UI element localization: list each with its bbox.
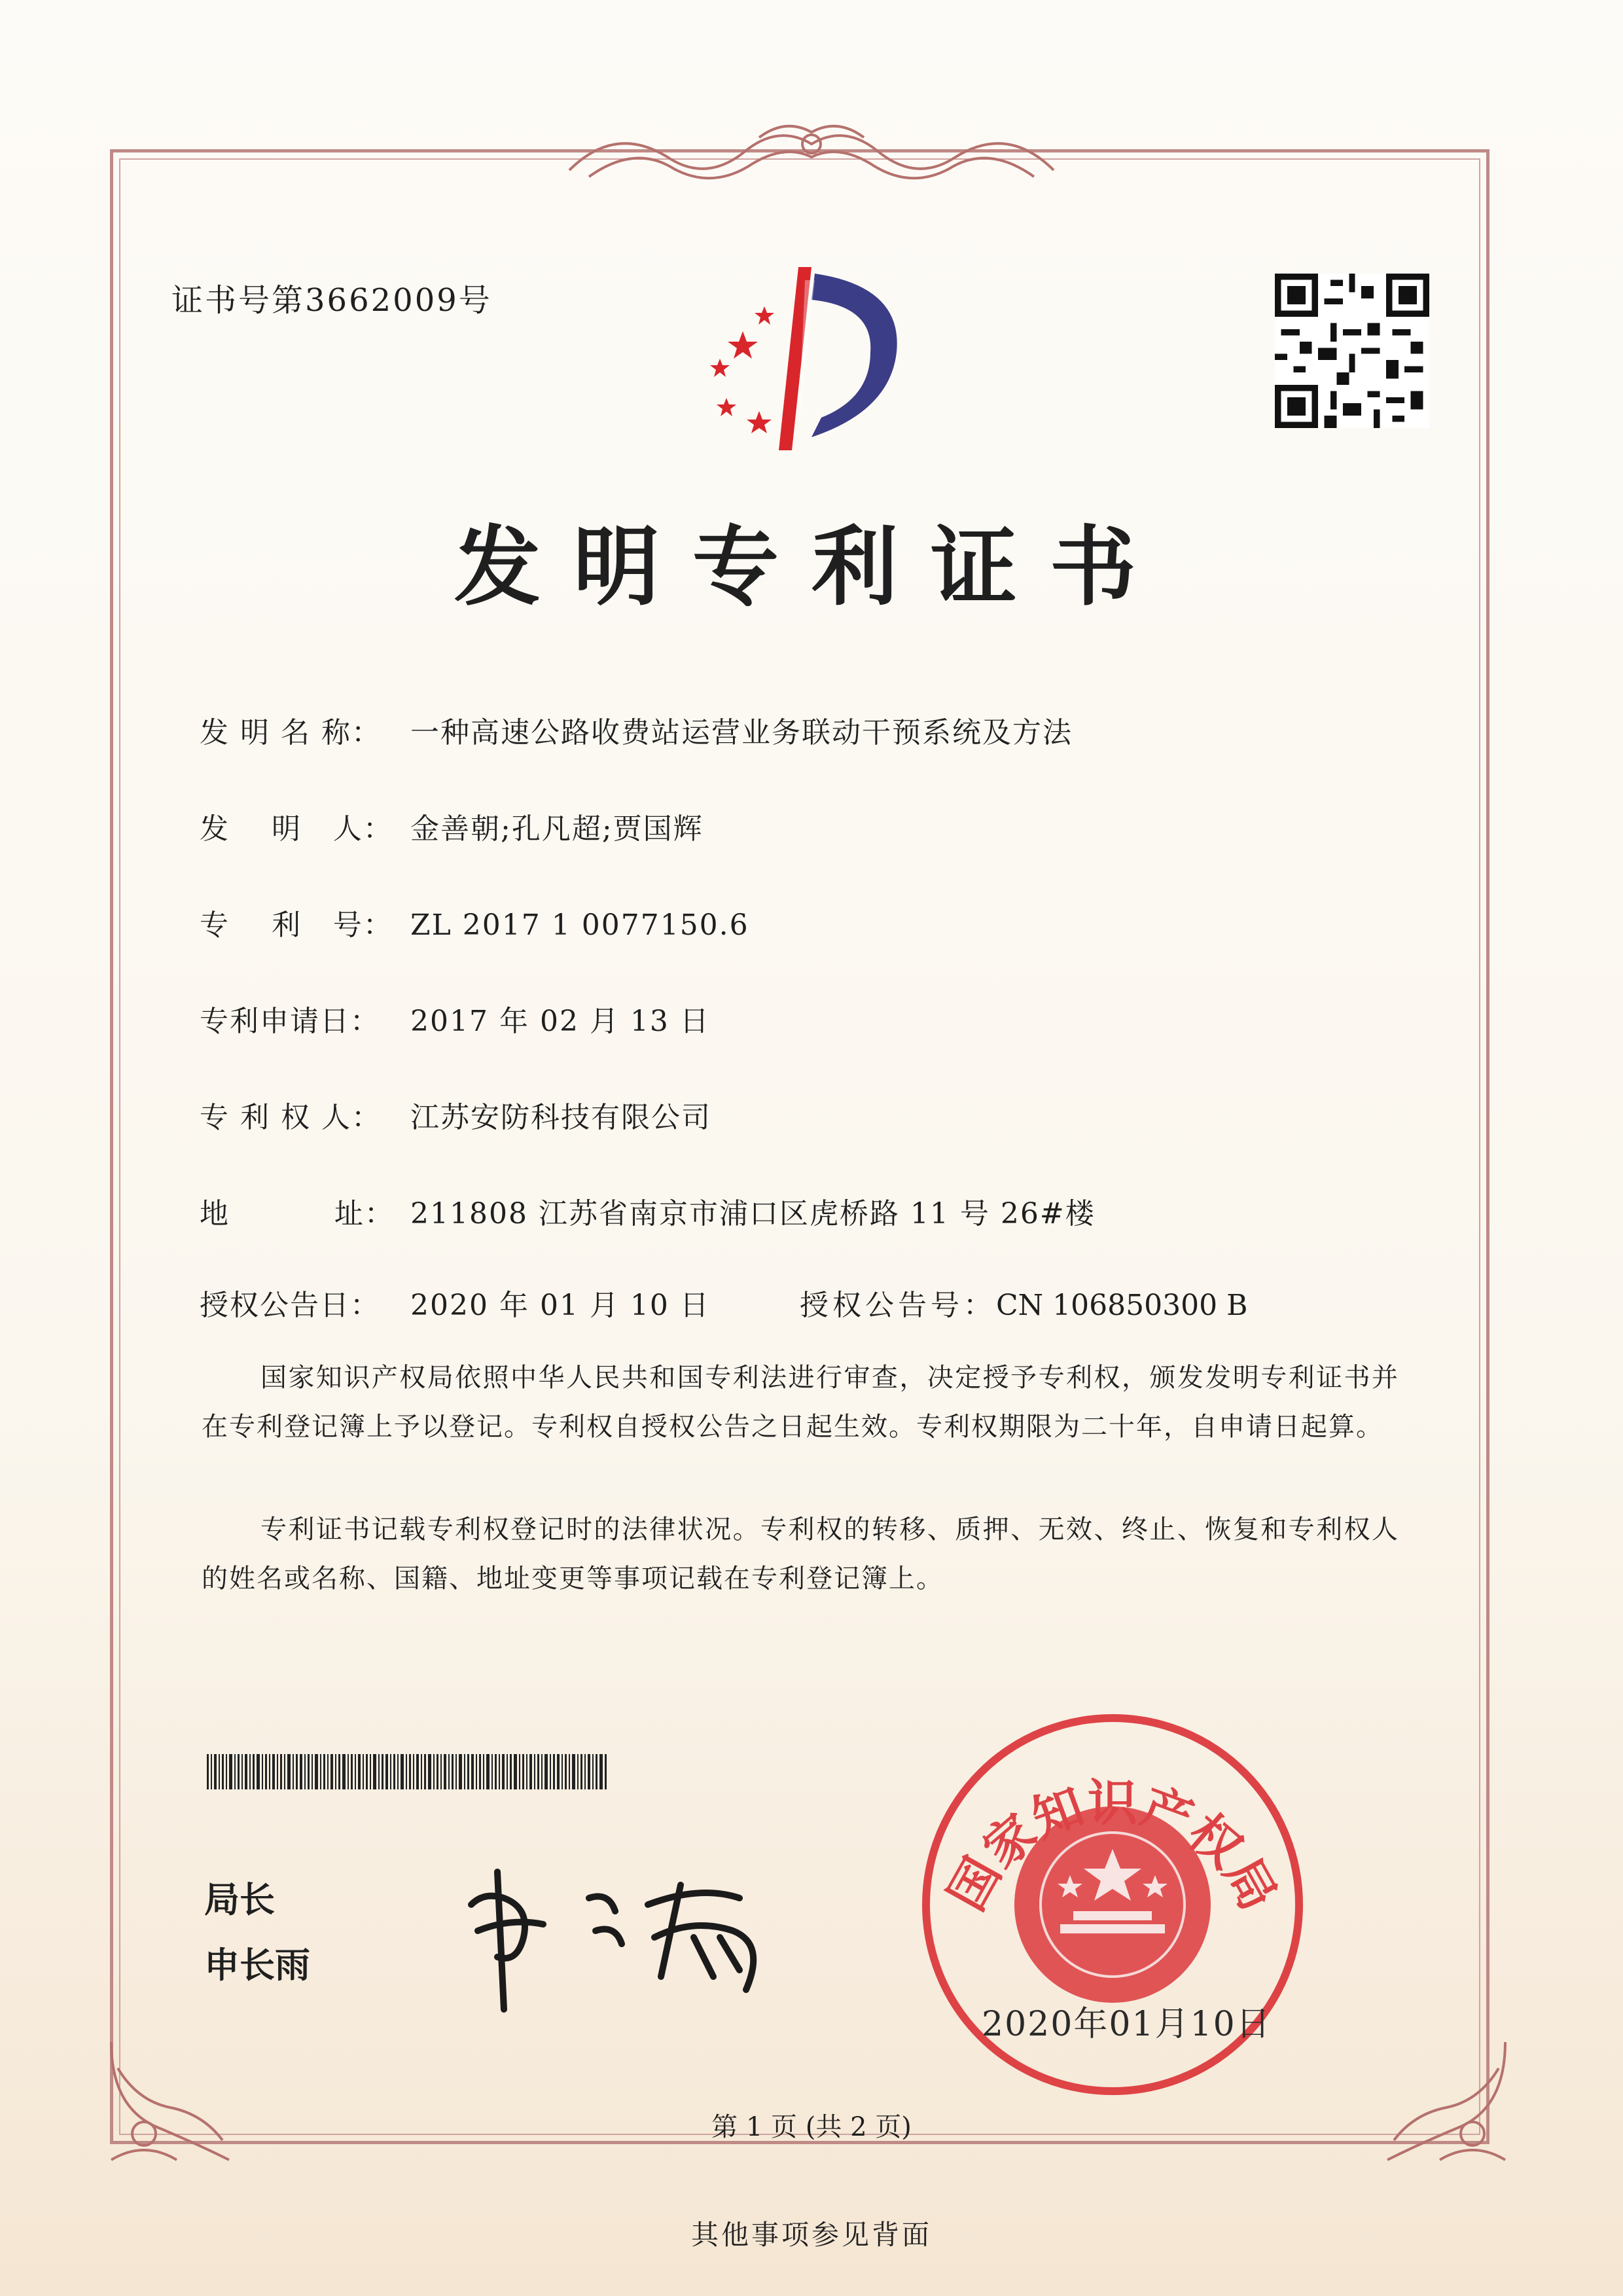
director-name: 申长雨 [204,1945,310,1986]
corner-ornament-right [1374,2029,1518,2173]
field-value: 211808 江苏省南京市浦口区虎桥路 11 号 26#楼 [410,1197,1096,1230]
director-signature [458,1846,798,2016]
field-patentee [200,1094,711,1136]
field-value: CN 106850300 B [996,1289,1248,1322]
field-application-date [200,997,710,1039]
seal-text: 国家知识产权局 [936,1774,1289,1920]
corner-ornament-left [98,2029,242,2173]
barcode [207,1754,607,1789]
field-value: ZL 2017 1 0077150.6 [410,908,749,942]
field-label: 授权公告日： [200,1289,380,1322]
field-invention-name [200,709,1073,751]
field-address [200,1190,1096,1232]
field-value: 2017 年 02 月 13 日 [410,1005,710,1038]
cnipa-logo [681,260,929,450]
field-label: 专利申请日： [200,1005,380,1038]
certificate-title: 发明专利证书 [454,517,1169,618]
field-label: 授权公告号： [800,1289,996,1322]
field-grant-pub-number [800,1282,1247,1323]
field-inventors [200,805,704,847]
statement-paragraph-2: 专利证书记载专利权登记时的法律状况。专利权的转移、质押、无效、终止、恢复和专利权人的姓名或名称、国籍、地址变更等事项记载在专利登记簿上。 [202,1515,1399,1594]
director-title: 局长 [204,1879,275,1920]
field-label: 地 址： [200,1197,395,1230]
field-value: 一种高速公路收费站运营业务联动干预系统及方法 [410,716,1073,749]
field-grant-date [200,1282,710,1323]
certificate-number: 证书号第3662009号 [171,282,492,319]
qr-code [1275,274,1429,428]
page-number: 第 1 页 (共 2 页) [711,2112,912,2142]
seal-date: 2020年01月10日 [982,2005,1272,2044]
field-label: 发 明 名 称： [200,716,382,749]
field-label: 专 利 权 人： [200,1101,382,1134]
field-value: 2020 年 01 月 10 日 [410,1289,710,1322]
field-label: 专 利 号： [200,908,393,942]
field-value: 江苏安防科技有限公司 [410,1101,711,1134]
footer-note: 其他事项参见背面 [690,2219,932,2251]
field-label: 发 明 人： [200,812,393,846]
field-patent-number [200,901,749,943]
top-ornament [563,118,1060,190]
statement-paragraph-1: 国家知识产权局依照中华人民共和国专利法进行审查，决定授予专利权，颁发发明专利证书并在专利登记簿上予以登记。专利权自授权公告之日起生效。专利权期限为二十年，自申请日起算。 [202,1363,1399,1442]
field-value: 金善朝;孔凡超;贾国辉 [410,812,704,846]
